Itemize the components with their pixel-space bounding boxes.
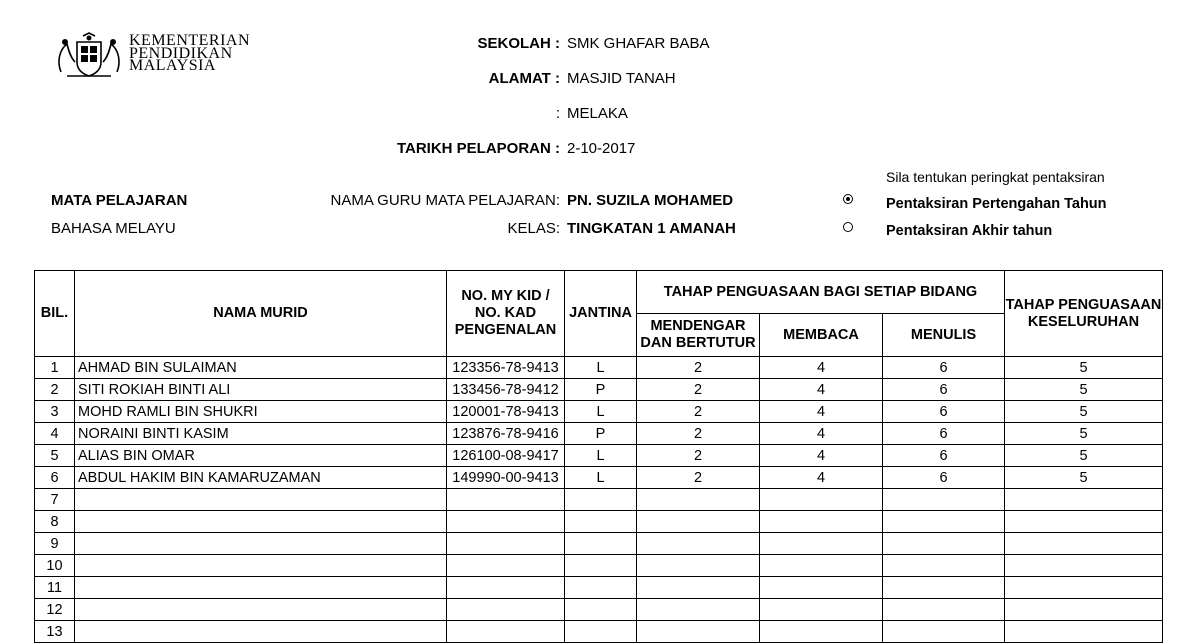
cell-bil: 12	[35, 599, 75, 621]
cell-mendengar[interactable]	[637, 555, 760, 577]
cell-bil: 7	[35, 489, 75, 511]
header-bil: BIL.	[35, 271, 75, 357]
header-no-kad-line-3: PENGENALAN	[454, 322, 557, 338]
cell-menulis: 6	[883, 445, 1005, 467]
cell-nama-murid[interactable]	[75, 555, 447, 577]
cell-mendengar: 2	[637, 379, 760, 401]
cell-jantina: L	[565, 401, 637, 423]
table-row	[35, 445, 1163, 467]
cell-mendengar: 2	[637, 423, 760, 445]
cell-menulis: 6	[883, 401, 1005, 423]
radio-akhir-tahun[interactable]	[843, 222, 853, 232]
cell-membaca: 4	[760, 445, 883, 467]
table-body	[35, 357, 1163, 643]
sekolah-value: SMK GHAFAR BABA	[567, 35, 710, 52]
table-row	[35, 401, 1163, 423]
cell-mendengar[interactable]	[637, 511, 760, 533]
table-row	[35, 577, 1163, 599]
cell-keseluruhan[interactable]	[1005, 511, 1163, 533]
cell-keseluruhan: 5	[1005, 445, 1163, 467]
cell-mendengar: 2	[637, 401, 760, 423]
option-pertengahan-tahun-label[interactable]: Pentaksiran Pertengahan Tahun	[886, 196, 1107, 212]
cell-no-kad[interactable]	[447, 555, 565, 577]
nama-guru-value: PN. SUZILA MOHAMED	[567, 192, 734, 209]
table-row	[35, 357, 1163, 379]
table-row	[35, 533, 1163, 555]
cell-menulis: 6	[883, 423, 1005, 445]
cell-mendengar: 2	[637, 467, 760, 489]
cell-keseluruhan: 5	[1005, 379, 1163, 401]
cell-jantina[interactable]	[565, 621, 637, 643]
cell-nama-murid[interactable]	[75, 577, 447, 599]
ministry-line-1: KEMENTERIAN	[129, 32, 251, 49]
alamat-value: MASJID TANAH	[567, 70, 676, 87]
table-row	[35, 467, 1163, 489]
header-no-kad-line-1: NO. MY KID /	[461, 288, 550, 304]
cell-nama-murid: SITI ROKIAH BINTI ALI	[75, 379, 447, 401]
alamat2-label: :	[555, 105, 560, 122]
cell-keseluruhan[interactable]	[1005, 621, 1163, 643]
cell-jantina[interactable]	[565, 555, 637, 577]
cell-keseluruhan: 5	[1005, 423, 1163, 445]
cell-menulis[interactable]	[883, 533, 1005, 555]
cell-nama-murid: AHMAD BIN SULAIMAN	[75, 357, 447, 379]
cell-nama-murid[interactable]	[75, 533, 447, 555]
cell-bil: 11	[35, 577, 75, 599]
cell-keseluruhan: 5	[1005, 357, 1163, 379]
sekolah-label: SEKOLAH :	[477, 35, 560, 52]
table-row	[35, 621, 1163, 643]
alamat2-value: MELAKA	[567, 105, 628, 122]
cell-mendengar[interactable]	[637, 533, 760, 555]
cell-jantina: P	[565, 379, 637, 401]
ministry-line-2: PENDIDIKAN	[129, 44, 233, 62]
cell-nama-murid[interactable]	[75, 511, 447, 533]
cell-bil: 5	[35, 445, 75, 467]
cell-bil: 3	[35, 401, 75, 423]
cell-bil: 9	[35, 533, 75, 555]
cell-menulis[interactable]	[883, 577, 1005, 599]
cell-bil: 4	[35, 423, 75, 445]
header-mendengar-line-1: MENDENGAR	[650, 318, 746, 334]
header-jantina: JANTINA	[565, 271, 637, 357]
cell-nama-murid[interactable]	[75, 489, 447, 511]
cell-keseluruhan[interactable]	[1005, 555, 1163, 577]
cell-nama-murid[interactable]	[75, 621, 447, 643]
cell-bil: 1	[35, 357, 75, 379]
cell-no-kad: 149990-00-9413	[447, 467, 565, 489]
header-mendengar-line-2: DAN BERTUTUR	[640, 335, 756, 351]
cell-membaca[interactable]	[760, 489, 883, 511]
header-keseluruhan-line-2: KESELURUHAN	[1027, 313, 1140, 330]
cell-bil: 6	[35, 467, 75, 489]
cell-menulis: 6	[883, 379, 1005, 401]
cell-mendengar[interactable]	[637, 621, 760, 643]
cell-menulis: 6	[883, 357, 1005, 379]
cell-jantina: L	[565, 445, 637, 467]
cell-membaca[interactable]	[760, 511, 883, 533]
header-keseluruhan-line-1: TAHAP PENGUASAAN	[1005, 296, 1162, 313]
mata-pelajaran-value: BAHASA MELAYU	[51, 220, 176, 237]
table-row	[35, 423, 1163, 445]
coat-of-arms-icon	[53, 32, 125, 80]
cell-no-kad: 123356-78-9413	[447, 357, 565, 379]
cell-keseluruhan[interactable]	[1005, 489, 1163, 511]
results-table	[34, 270, 1163, 643]
cell-membaca[interactable]	[760, 533, 883, 555]
table-row	[35, 379, 1163, 401]
cell-keseluruhan: 5	[1005, 467, 1163, 489]
ministry-line-3: MALAYSIA	[129, 57, 216, 74]
cell-mendengar[interactable]	[637, 489, 760, 511]
cell-membaca[interactable]	[760, 599, 883, 621]
cell-mendengar: 2	[637, 357, 760, 379]
cell-mendengar[interactable]	[637, 599, 760, 621]
cell-membaca: 4	[760, 401, 883, 423]
cell-bil: 8	[35, 511, 75, 533]
cell-jantina: P	[565, 423, 637, 445]
header-no-kad-line-2: NO. KAD	[474, 305, 537, 321]
cell-menulis: 6	[883, 467, 1005, 489]
cell-menulis[interactable]	[883, 621, 1005, 643]
cell-no-kad: 133456-78-9412	[447, 379, 565, 401]
cell-jantina[interactable]	[565, 511, 637, 533]
cell-keseluruhan: 5	[1005, 401, 1163, 423]
header-no-kad	[447, 271, 565, 357]
cell-no-kad[interactable]	[447, 599, 565, 621]
cell-bil: 13	[35, 621, 75, 643]
cell-membaca[interactable]	[760, 577, 883, 599]
nama-guru-label: NAMA GURU MATA PELAJARAN:	[330, 192, 560, 209]
alamat-label: ALAMAT :	[488, 70, 560, 87]
header-nama-murid: NAMA MURID	[75, 271, 447, 357]
header-tahap-bidang: TAHAP PENGUASAAN BAGI SETIAP BIDANG	[637, 271, 1005, 314]
kelas-label: KELAS:	[507, 220, 560, 237]
table-row	[35, 555, 1163, 577]
cell-menulis[interactable]	[883, 599, 1005, 621]
tarikh-label: TARIKH PELAPORAN :	[396, 140, 560, 157]
cell-keseluruhan[interactable]	[1005, 577, 1163, 599]
cell-jantina[interactable]	[565, 599, 637, 621]
cell-no-kad[interactable]	[447, 577, 565, 599]
cell-membaca: 4	[760, 379, 883, 401]
cell-no-kad: 126100-08-9417	[447, 445, 565, 467]
cell-keseluruhan[interactable]	[1005, 533, 1163, 555]
cell-no-kad[interactable]	[447, 489, 565, 511]
cell-jantina: L	[565, 357, 637, 379]
cell-no-kad[interactable]	[447, 533, 565, 555]
cell-menulis[interactable]	[883, 489, 1005, 511]
cell-nama-murid: ALIAS BIN OMAR	[75, 445, 447, 467]
cell-membaca: 4	[760, 423, 883, 445]
ministry-logo	[53, 32, 273, 82]
cell-membaca[interactable]	[760, 555, 883, 577]
header-menulis: MENULIS	[883, 314, 1005, 357]
ministry-name	[129, 32, 251, 74]
cell-membaca: 4	[760, 357, 883, 379]
cell-no-kad: 123876-78-9416	[447, 423, 565, 445]
cell-nama-murid[interactable]	[75, 599, 447, 621]
cell-nama-murid: NORAINI BINTI KASIM	[75, 423, 447, 445]
header-mendengar	[637, 314, 760, 357]
cell-no-kad: 120001-78-9413	[447, 401, 565, 423]
assessment-prompt: Sila tentukan peringkat pentaksiran	[886, 169, 1105, 185]
tarikh-value: 2-10-2017	[567, 140, 636, 157]
header-membaca: MEMBACA	[760, 314, 883, 357]
cell-jantina[interactable]	[565, 533, 637, 555]
cell-jantina[interactable]	[565, 489, 637, 511]
table-row	[35, 489, 1163, 511]
cell-no-kad[interactable]	[447, 511, 565, 533]
option-akhir-tahun-label[interactable]: Pentaksiran Akhir tahun	[886, 223, 1053, 239]
table-row	[35, 511, 1163, 533]
cell-jantina: L	[565, 467, 637, 489]
cell-membaca[interactable]	[760, 621, 883, 643]
header-keseluruhan	[1005, 271, 1163, 357]
cell-membaca: 4	[760, 467, 883, 489]
radio-pertengahan-tahun[interactable]	[843, 194, 853, 204]
cell-bil: 2	[35, 379, 75, 401]
cell-mendengar: 2	[637, 445, 760, 467]
table-row	[35, 599, 1163, 621]
cell-jantina[interactable]	[565, 577, 637, 599]
cell-bil: 10	[35, 555, 75, 577]
kelas-value: TINGKATAN 1 AMANAH	[567, 220, 736, 237]
cell-menulis[interactable]	[883, 555, 1005, 577]
mata-pelajaran-label: MATA PELAJARAN	[51, 192, 188, 209]
cell-no-kad[interactable]	[447, 621, 565, 643]
cell-nama-murid: MOHD RAMLI BIN SHUKRI	[75, 401, 447, 423]
cell-nama-murid: ABDUL HAKIM BIN KAMARUZAMAN	[75, 467, 447, 489]
cell-mendengar[interactable]	[637, 577, 760, 599]
cell-keseluruhan[interactable]	[1005, 599, 1163, 621]
cell-menulis[interactable]	[883, 511, 1005, 533]
